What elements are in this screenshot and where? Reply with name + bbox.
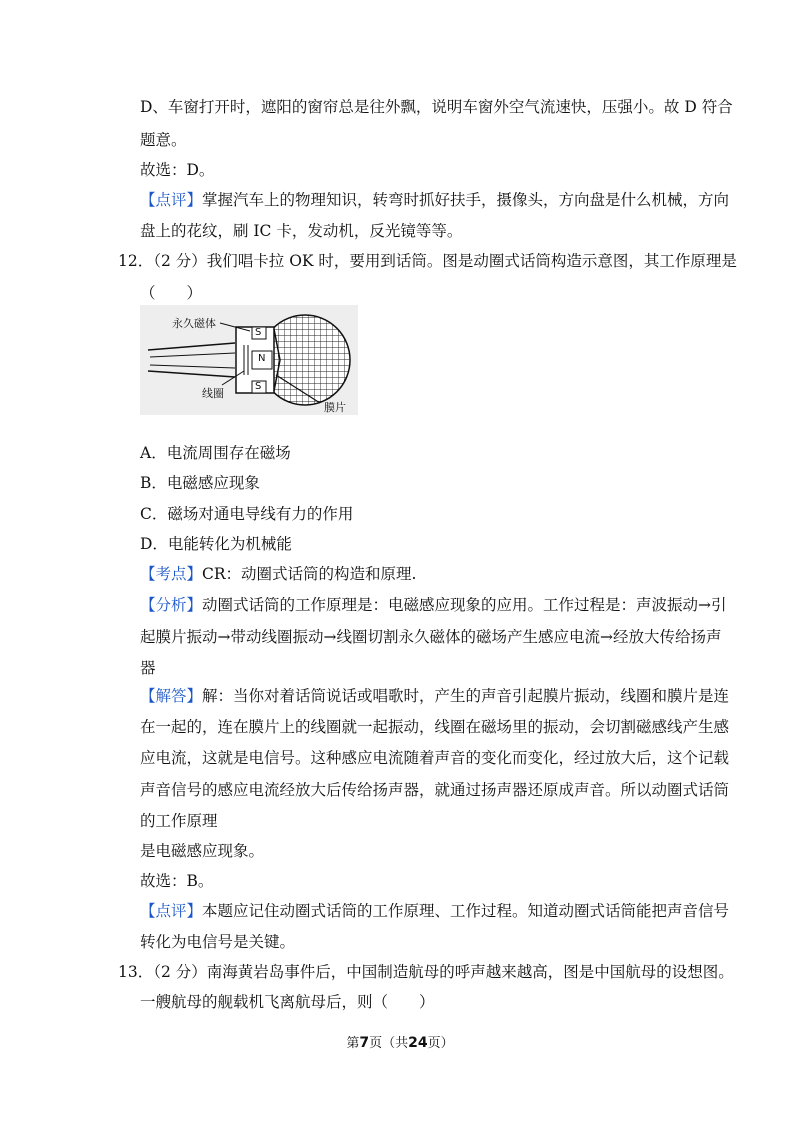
question-number: 12．	[118, 252, 154, 270]
fenxi-line-3: 器	[140, 659, 156, 677]
question-text: （2 分）我们唱卡拉 OK 时，要用到话筒。图是动圈式话筒构造示意图，其工作原理是	[153, 252, 737, 270]
option-d: D．电能转化为机械能	[140, 535, 292, 553]
jieda-line-5: 的工作原理	[140, 812, 218, 830]
label-coil: 线圈	[202, 387, 224, 400]
jieda-line-2: 在一起的，连在膜片上的线圈就一起振动，线圈在磁场里的振动，会切割磁感线产生感	[140, 718, 730, 736]
question-13-line-2: 一艘航母的舰载机飞离航母后，则（ ）	[140, 993, 435, 1011]
option-d-line-2: 题意。	[140, 131, 187, 149]
comment-11-line-2: 盘上的花纹，刷 IC 卡，发动机，反光镜等等。	[140, 222, 463, 240]
comment-tag: 【点评】	[140, 191, 203, 209]
fenxi-line-2: 起膜片振动→带动线圈振动→线圈切割永久磁体的磁场产生感应电流→经放大传给扬声	[140, 628, 722, 646]
option-b: B．电磁感应现象	[140, 474, 260, 492]
total-pages: 24	[408, 1035, 428, 1051]
dianping-line-1	[140, 901, 729, 921]
label-magnet: 永久磁体	[172, 317, 216, 330]
jieda-line-6: 是电磁感应现象。	[140, 842, 265, 860]
label-pole-middle: N	[258, 353, 266, 364]
current-page: 7	[359, 1035, 370, 1051]
question-13-number: 13．	[118, 963, 154, 981]
label-pole-top: S	[255, 327, 262, 338]
question-12-stem	[118, 251, 737, 271]
jieda-line-1	[140, 686, 729, 706]
question-12-blank: （ ）	[140, 284, 203, 302]
kaodian-tag: 【考点】	[140, 565, 203, 583]
footer-suffix: 页）	[427, 1036, 454, 1051]
label-film: 膜片	[324, 401, 346, 414]
option-c: C．磁场对通电导线有力的作用	[140, 505, 354, 523]
question-13-stem	[118, 962, 734, 982]
footer-mid: 页（共	[369, 1036, 409, 1051]
fenxi-line-1	[140, 595, 727, 615]
option-d-line-1: D、车窗打开时，遮阳的窗帘总是往外飘，说明车窗外空气流速快，压强小。故 D 符合	[140, 98, 733, 116]
option-a: A．电流周围存在磁场	[140, 444, 291, 462]
jieda-text: 解：当你对着话筒说话或唱歌时，产生的声音引起膜片振动，线圈和膜片是连	[202, 687, 730, 705]
dianping-line-2: 转化为电信号是关键。	[140, 933, 296, 951]
jieda-line-4: 声音信号的感应电流经放大后传给扬声器，就通过扬声器还原成声音。所以动圈式话筒	[140, 781, 730, 799]
kaodian-line	[140, 564, 416, 584]
jieda-tag: 【解答】	[140, 687, 203, 705]
question-13-text: （2 分）南海黄岩岛事件后，中国制造航母的呼声越来越高，图是中国航母的设想图。	[153, 963, 734, 981]
jieda-line-3: 应电流，这就是电信号。这种感应电流随着声音的变化而变化，经过放大后，这个记载	[140, 749, 730, 767]
dianping-tag: 【点评】	[140, 902, 203, 920]
microphone-diagram	[140, 305, 360, 417]
fenxi-text: 动圈式话筒的工作原理是：电磁感应现象的应用。工作过程是：声波振动→引	[202, 596, 727, 614]
footer-prefix: 第	[346, 1036, 360, 1051]
fenxi-tag: 【分析】	[140, 596, 203, 614]
answer-12: 故选：B。	[140, 872, 214, 890]
comment-text: 掌握汽车上的物理知识，转弯时抓好扶手，摄像头，方向盘是什么机械，方向	[202, 191, 730, 209]
kaodian-text: CR：动圈式话筒的构造和原理.	[202, 565, 417, 583]
comment-11-line-1	[140, 190, 729, 210]
label-pole-bottom: S	[255, 381, 262, 392]
page-footer	[0, 1032, 800, 1051]
answer-11: 故选：D。	[140, 161, 215, 179]
dianping-text: 本题应记住动圈式话筒的工作原理、工作过程。知道动圈式话筒能把声音信号	[202, 902, 730, 920]
